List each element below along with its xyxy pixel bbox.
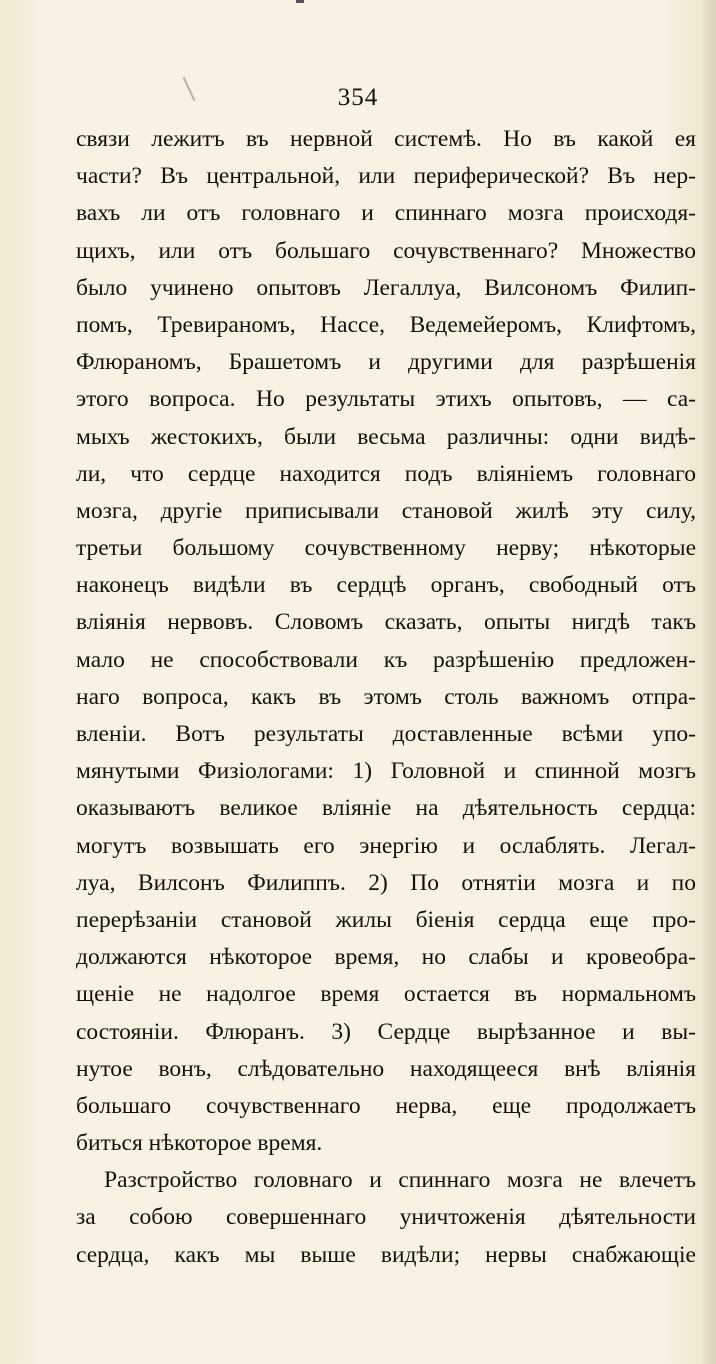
- paragraph-end-line: биться нѣкоторое время.: [76, 1130, 323, 1157]
- text-line: могутъ возвышать его энергію и ослаблять. Легал-: [76, 832, 696, 859]
- paragraph-start-line: Разстройство головнаго и спиннаго мозга не влечетъ: [104, 1167, 696, 1194]
- text-line: нутое вонъ, слѣдовательно находящееся внѣ вліянія: [76, 1055, 696, 1082]
- text-line: за собою совершеннаго уничтоженія дѣятельности: [76, 1204, 696, 1231]
- text-line: перерѣзаніи становой жилы біенія сердца еще про-: [76, 906, 696, 933]
- text-line: третьи большому сочувственному нерву; нѣкоторые: [76, 535, 696, 562]
- text-line: ли, что сердце находится подъ вліяніемъ головнаго: [76, 460, 696, 487]
- page-number: 354: [337, 84, 379, 111]
- text-line: оказываютъ великое вліяніе на дѣятельность сердца:: [76, 795, 696, 822]
- text-line: должаются нѣкоторое время, но слабы и кровеобра-: [76, 944, 696, 971]
- scan-mark: [296, 0, 304, 3]
- text-line: Флюраномъ, Брашетомъ и другими для разрѣшенія: [76, 349, 696, 376]
- text-line: вленіи. Вотъ результаты доставленные всѣми упо-: [76, 721, 696, 747]
- text-line: наконецъ видѣли въ сердцѣ органъ, свободный отъ: [76, 572, 696, 599]
- text-line: щихъ, или отъ большаго сочувственнаго? Множество: [76, 237, 696, 264]
- body-text: [76, 121, 696, 1274]
- text-line: мало не способствовали къ разрѣшенію предложен-: [76, 646, 696, 673]
- page-edge-shadow: [702, 0, 716, 1364]
- text-line: наго вопроса, какъ въ этомъ столь важномъ отпра-: [76, 683, 696, 710]
- text-line: мянутыми Физіологами: 1) Головной и спинной мозгъ: [76, 758, 696, 785]
- text-line: этого вопроса. Но результаты этихъ опытовъ, — са-: [76, 386, 696, 413]
- text-line: луа, Вилсонъ Филиппъ. 2) По отнятіи мозга и по: [76, 869, 696, 896]
- text-line: помъ, Тревираномъ, Нассе, Ведемейеромъ, Клифтомъ,: [76, 311, 696, 338]
- text-line: сердца, какъ мы выше видѣли; нервы снабжающіе: [76, 1241, 696, 1268]
- text-line: части? Въ центральной, или периферической? Въ нер-: [76, 163, 696, 190]
- text-line: состояніи. Флюранъ. 3) Сердце вырѣзанное и вы-: [76, 1018, 696, 1045]
- text-line: связи лежитъ въ нервной системѣ. Но въ какой ея: [76, 126, 696, 152]
- text-line: щеніе не надолгое время остается въ нормальномъ: [76, 981, 696, 1008]
- text-line: большаго сочувственнаго нерва, еще продолжаетъ: [76, 1092, 696, 1119]
- text-line: вліянія нервовъ. Словомъ сказать, опыты нигдѣ такъ: [76, 609, 696, 636]
- text-line: было учинено опытовъ Легаллуа, Вилсономъ Филип-: [76, 274, 696, 301]
- text-line: вахъ ли отъ головнаго и спиннаго мозга происходя-: [76, 200, 696, 227]
- text-line: мыхъ жестокихъ, были весьма различны: одни видѣ-: [76, 423, 696, 450]
- text-line: мозга, другіе приписывали становой жилѣ эту силу,: [76, 497, 696, 524]
